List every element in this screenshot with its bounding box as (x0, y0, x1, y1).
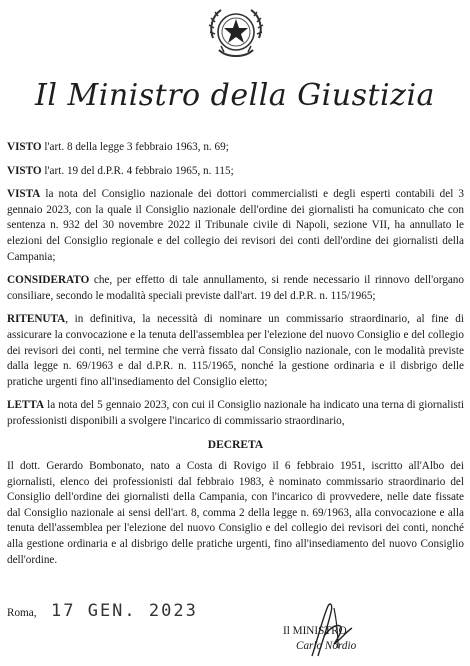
decree-body: Il dott. Gerardo Bombonato, nato a Costa di Rovigo il 6 febbraio 1951, iscritto all'Albo dei giornalisti, elenco dei professionisti dal febbraio 1983, è nominato commissario straordinario del Consiglio dell'ordine dei giornalisti della Campania, con l'incarico di provvedere, nelle date fissate dal Consiglio nazionale ai sensi dell'art. 8, comma 2 della legge n. 69/1963, alla convocazione e alla tenuta dell'assemblea per l'elezione del nuovo Consiglio e del collegio dei revisori dei conti, nonché alla gestione ordinaria e al disbrigo delle pratiche urgenti, fino all'insediamento del nuovo Consiglio dell'ordine. (7, 460, 464, 566)
paragraph-vista: VISTA la nota del Consiglio nazionale dei dottori commercialisti e degli esperti contabili del 3 gennaio 2023, con la quale il Consiglio nazionale dell'ordine dei giornalisti ha comunicato che con sentenza n. 932 del 30 novembre 2022 il Tribunale civile di Napoli, sezione VII, ha annullato le elezioni del Consiglio regionale e del collegio dei revisori dei conti dell'ordine dei giornalisti della Campania; (7, 188, 464, 263)
minister-title: Il MINISTRO (283, 625, 347, 637)
date-stamp: 17 GEN. 2023 (51, 601, 198, 621)
page-title: Il Ministro della Giustizia (35, 78, 435, 113)
paragraph-visto-1: VISTO l'art. 8 della legge 3 febbraio 1963, n. 69; (7, 141, 229, 153)
place-label: Roma, (7, 607, 37, 619)
minister-name: Carlo Nordio (296, 640, 357, 652)
paragraph-letta: LETTA la nota del 5 gennaio 2023, con cui il Consiglio nazionale ha indicato una terna di giornalisti professionisti disponibili a svolgere l'incarico di commissario straordinario, (7, 399, 464, 427)
document-body (7, 140, 464, 576)
italian-republic-emblem-icon (205, 2, 267, 64)
paragraph-ritenuta: RITENUTA, in definitiva, la necessità di nominare un commissario straordinario, al fine di assicurare la convocazione e la tenuta dell'assemblea per l'elezione del nuovo Consiglio e del collegio dei revisori dei conti, nel termine che verrà fissato dal Consiglio nazionale, con le modalità previste dalla legge n. 69/1963 e dal d.P.R. n. 115/1965, nonché la gestione ordinaria e il disbrigo delle pratiche urgenti fino all'insediamento del Consiglio eletto; (7, 313, 464, 388)
paragraph-considerato: CONSIDERATO che, per effetto di tale annullamento, si rende necessario il rinnovo dell'organo consiliare, secondo le modalità speciali previste dall'art. 19 del d.P.R. n. 115/1965; (7, 274, 464, 302)
decreta-heading: DECRETA (207, 438, 264, 451)
paragraph-visto-2: VISTO l'art. 19 del d.P.R. 4 febbraio 1965, n. 115; (7, 164, 234, 177)
